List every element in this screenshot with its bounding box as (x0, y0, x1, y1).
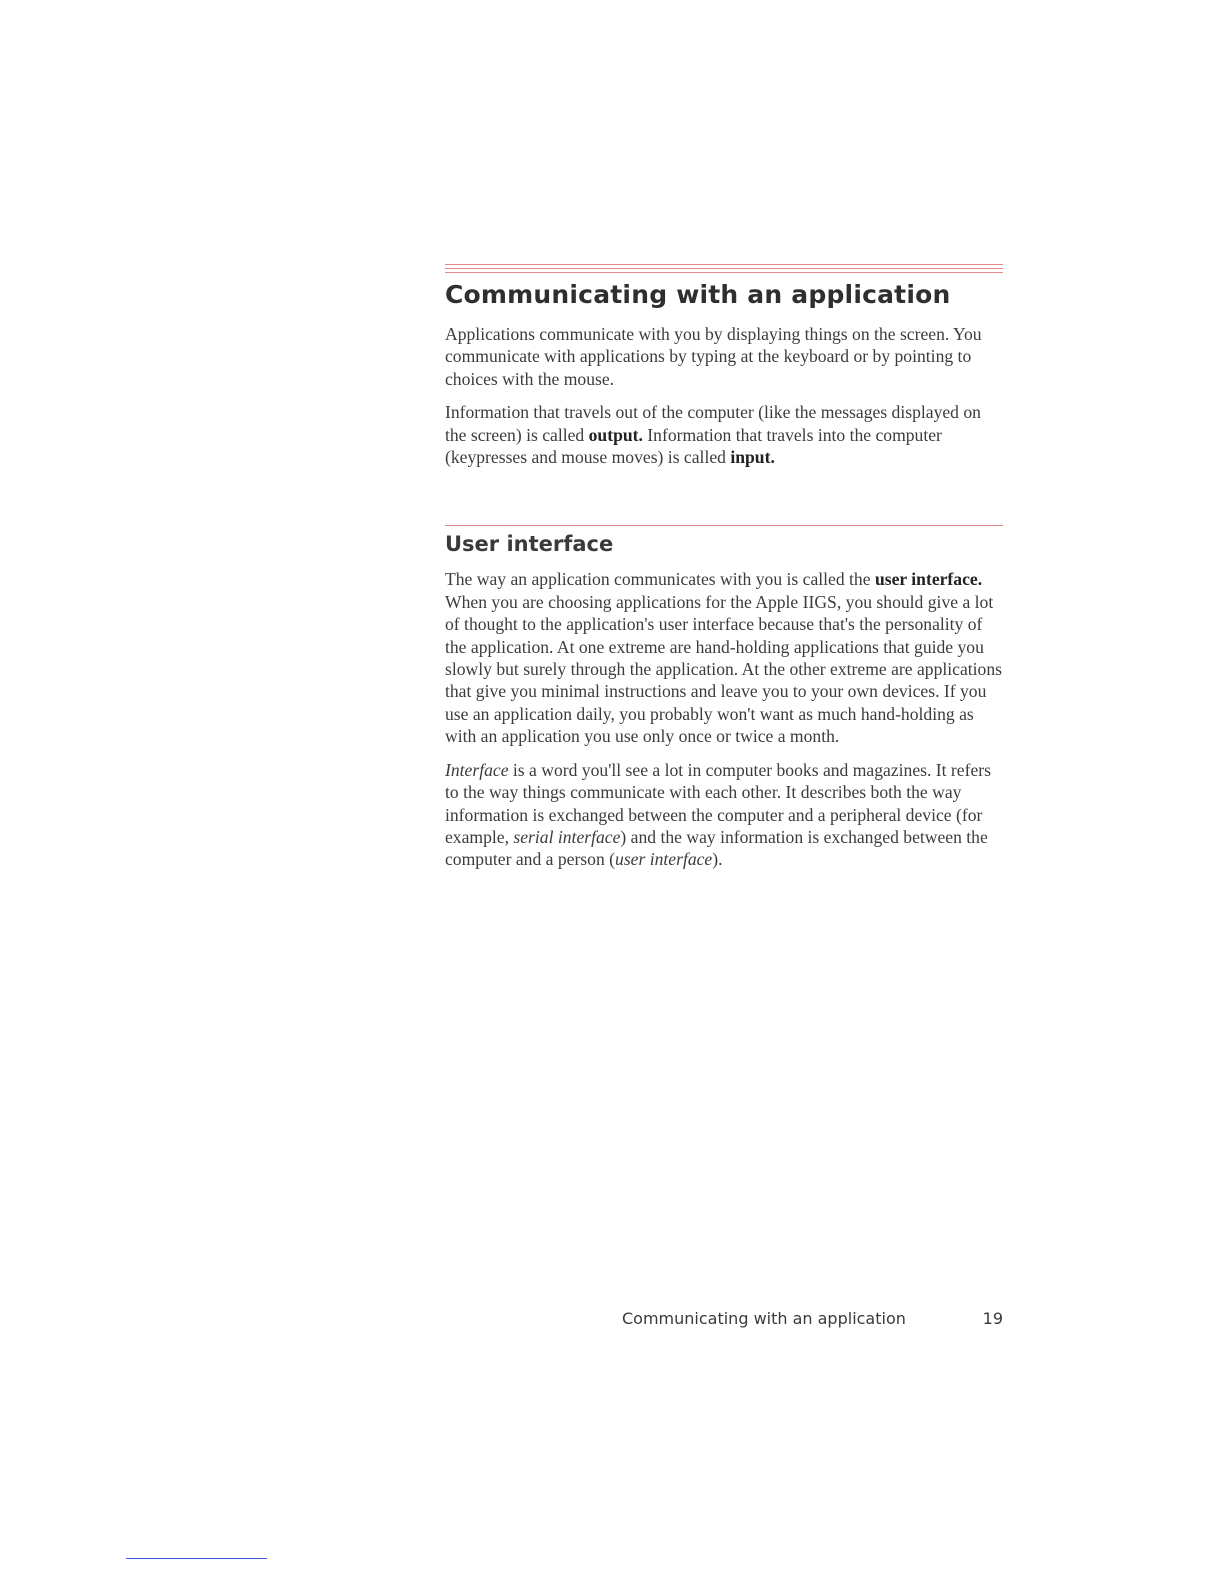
running-title: Communicating with an application (622, 1309, 906, 1328)
term-input: input. (730, 447, 775, 468)
subsection-heading-user-interface: User interface (445, 532, 614, 557)
paragraph-text: ) and the way information is exchanged between the computer and a person ( (445, 826, 988, 870)
paragraph-applications-communicate: Applications communicate with you by displaying things on the screen. You communicate with applications by typing at the keyboard or by pointing to choices with the mouse. (445, 324, 982, 389)
page-content (445, 262, 1003, 882)
paragraph-text: The way an application communicates with you is called the (445, 569, 875, 590)
subsection-rule (445, 525, 1003, 526)
section-heading-communicating: Communicating with an application (445, 280, 951, 309)
term-output: output. (588, 424, 643, 445)
section-top-rule (445, 262, 1003, 276)
paragraph-text: Information that travels into the computer (keypresses and mouse moves) is called (445, 424, 942, 468)
term-user-interface: user interface. (874, 569, 983, 590)
term-interface: Interface (445, 759, 509, 780)
paragraph-text: When you are choosing applications for the Apple IIGS, you should give a lot of thought to the application's user interface because that's the personality of the application. At one extreme are hand-holding applications that guide you slowly but surely through the application. At the other extreme are applications that give you minimal instructions and leave you to your own devices. If you use an application daily, you probably won't want as much hand-holding as with an application you use only once or twice a month. (445, 591, 1002, 747)
bottom-underline (126, 1558, 267, 1559)
paragraph-user-interface (445, 568, 1003, 747)
paragraph-text: is a word you'll see a lot in computer books and magazines. It refers to the way things communicate with each other. It describes both the way information is exchanged between the computer and a peripheral device (for example, (445, 759, 991, 847)
paragraph-output-input (445, 401, 1003, 468)
paragraph-text: ). (712, 849, 723, 870)
paragraph-text: Information that travels out of the computer (like the messages displayed on the screen) is called (445, 402, 981, 445)
paragraph-interface-definition (445, 759, 1003, 871)
term-serial-interface: serial interface (513, 826, 621, 847)
term-user-interface-italic: user interface (615, 849, 713, 870)
page-number: 19 (982, 1309, 1003, 1328)
